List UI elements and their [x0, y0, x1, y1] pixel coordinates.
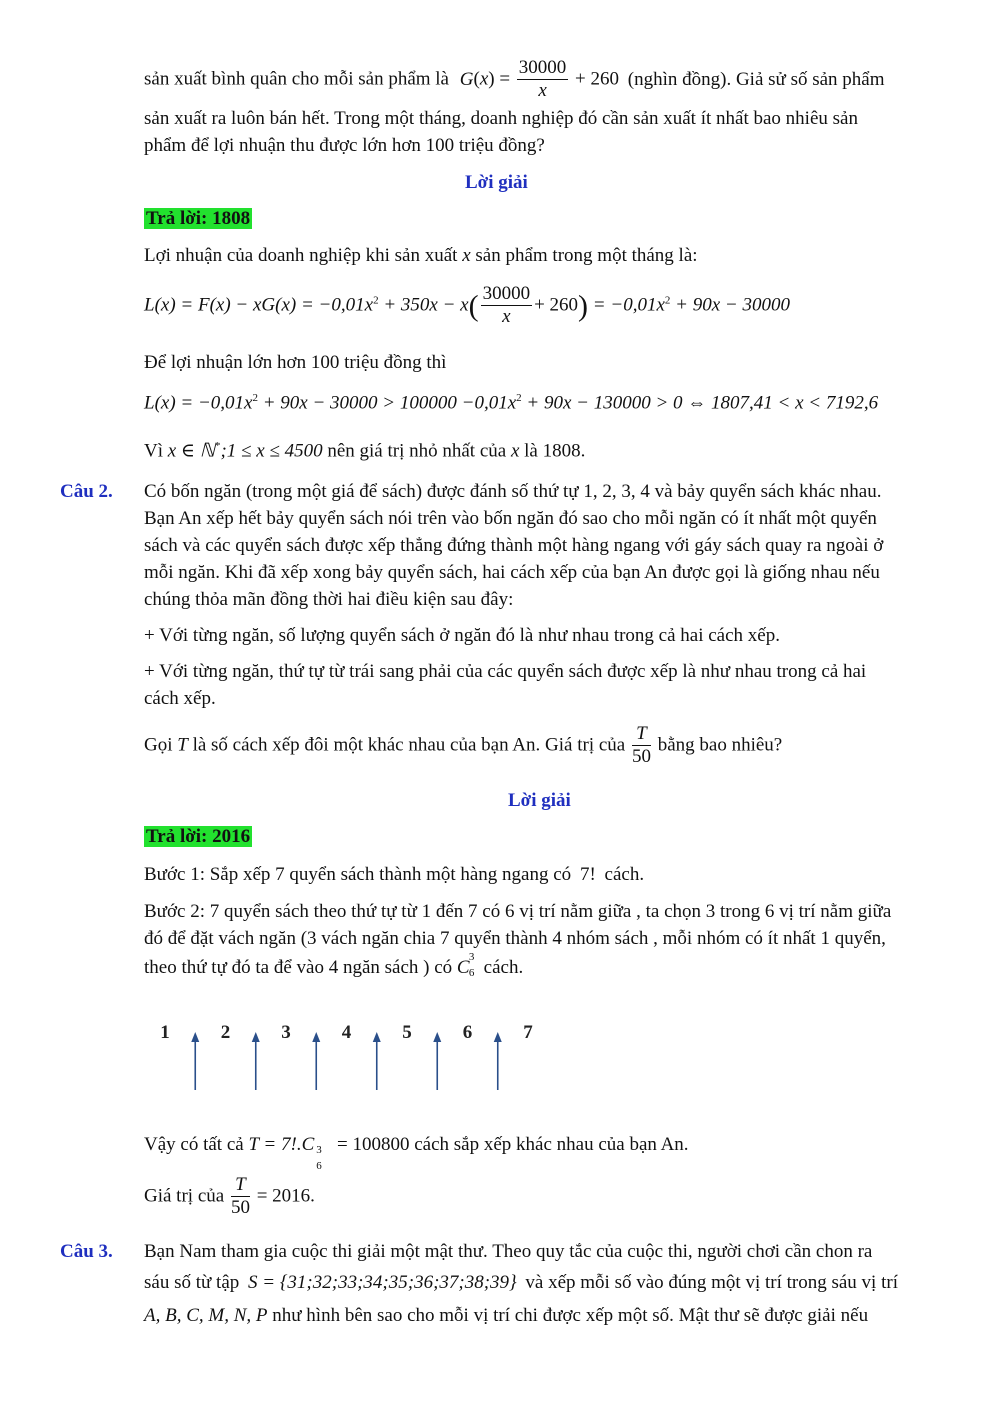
question-3-label: Câu 3.: [60, 1241, 113, 1262]
book-number: 1: [160, 1022, 170, 1043]
intro-line-2: sản xuất ra luôn bán hết. Trong một tháng, doanh nghiệp đó cần sản xuất ít nhất bao nhiêu sản: [144, 108, 858, 129]
q2-condition-1: + Với từng ngăn, số lượng quyển sách ở ngăn đó là như nhau trong cả hai cách xếp.: [144, 625, 780, 646]
g-fraction: $\frac{30000}{x}$: [518, 57, 567, 101]
answer-badge-2: Trả lời: 2016: [146, 826, 251, 847]
sol2-step-1: Bước 1: Sắp xếp 7 quyển sách thành một hàng ngang có 7! cách.: [144, 864, 645, 885]
sol1-para-1: Lợi nhuận của doanh nghiệp khi sản xuất x sản phẩm trong một tháng là:: [144, 245, 698, 266]
sol1-equation-1: $L(x) = F(x) - xG(x) = -0,01x^2 + 350x - x$( $\frac{30000}{x}$ + $260) = -0,01x^2 + 90x - 30000$: [144, 283, 790, 327]
sol1-equation-2: $L(x) = -0,01x^2 + 90x - 30000 > 100000 -0,01x^2 + 90x - 130000 > 0$ ⇔ 1807,41 < x < 7192,6: [144, 392, 879, 414]
divider-arrow-head: [494, 1032, 502, 1042]
solution-heading-1: Lời giải: [465, 172, 528, 193]
answer-badge-1: Trả lời: 1808: [146, 208, 251, 229]
sol2-step-2a: Bước 2: 7 quyển sách theo thứ tự từ 1 đến 7 có 6 vị trí nằm giữa , ta chọn 3 trong 6 vị trí nằm giữa: [144, 901, 892, 922]
q2-line-1: Có bốn ngăn (trong một giá để sách) được đánh số thứ tự 1, 2, 3, 4 và bảy quyển sách khác nhau.: [144, 481, 882, 502]
divider-arrow-head: [373, 1032, 381, 1042]
sol1-para-3: Vì x ∈ ℕ*;1 ≤ x ≤ 4500 nên giá trị nhỏ nhất của x là 1808.: [144, 440, 586, 462]
sol2-result-2: Giá trị của $\frac{T}{50}$ = 2016.: [144, 1174, 315, 1218]
q3-line-3: A, B, C, M, N, P như hình bên sao cho mỗi vị trí chi được xếp một số. Mật thư sẽ được giải nếu: [144, 1305, 869, 1326]
q2-line-5: chúng thỏa mãn đồng thời hai điều kiện sau đây:: [144, 589, 514, 610]
sol2-step-2c: theo thứ tự đó ta để vào 4 ngăn sách ) có C 3 6 cách.: [144, 951, 524, 979]
q2-condition-2a: + Với từng ngăn, thứ tự từ trái sang phải của các quyển sách được xếp là như nhau trong cả hai: [144, 661, 867, 682]
sol2-step-2b: đó để đặt vách ngăn (3 vách ngăn chia 7 quyển thành 4 nhóm sách , mỗi nhóm có ít nhất 1 quyển,: [144, 928, 886, 949]
intro-line-1: sản xuất bình quân cho mỗi sản phẩm là G(x) = $\frac{30000}{x}$ + 260 (nghìn đồng). Giả sử số sản phẩm: [144, 57, 885, 101]
q2-line-3: sách và các quyển sách được xếp thẳng đứng thành một hàng ngang với gáy sách quay ra ngoài ở: [144, 535, 884, 556]
q2-question: Gọi T là số cách xếp đôi một khác nhau của bạn An. Giá trị của $\frac{T}{50}$ bằng bao nhiêu?: [144, 723, 783, 767]
book-number: 3: [281, 1022, 291, 1043]
books-divider-figure: [140, 1010, 560, 1100]
divider-arrow-head: [191, 1032, 199, 1042]
sol2-result-1: Vậy có tất cả T = 7!.C 3 6 = 100800 cách sắp xếp khác nhau của bạn An.: [144, 1134, 689, 1172]
divider-arrow-head: [252, 1032, 260, 1042]
q2-line-4: mỗi ngăn. Khi đã xếp xong bảy quyển sách, hai cách xếp của bạn An được gọi là giống nhau nếu: [144, 562, 880, 583]
intro-line-3: phẩm để lợi nhuận thu được lớn hơn 100 triệu đồng?: [144, 135, 545, 156]
divider-arrow-head: [433, 1032, 441, 1042]
q2-line-2: Bạn An xếp hết bảy quyển sách nói trên vào bốn ngăn đó sao cho mỗi ngăn có ít nhất một quyển: [144, 508, 877, 529]
book-number: 7: [523, 1022, 533, 1043]
q2-condition-2b: cách xếp.: [144, 688, 216, 709]
book-number: 6: [462, 1022, 473, 1043]
book-number: 4: [341, 1022, 352, 1043]
divider-arrow-head: [312, 1032, 320, 1042]
question-2-label: Câu 2.: [60, 481, 113, 502]
q3-line-1: Bạn Nam tham gia cuộc thi giải một mật thư. Theo quy tắc của cuộc thi, người chơi cần chon ra: [144, 1241, 873, 1262]
solution-heading-2: Lời giải: [508, 790, 571, 811]
sol1-para-2: Để lợi nhuận lớn hơn 100 triệu đồng thì: [144, 352, 447, 373]
book-number: 2: [220, 1022, 231, 1043]
book-number: 5: [402, 1022, 412, 1043]
q3-line-2: sáu số từ tập S = {31;32;33;34;35;36;37;38;39} và xếp mỗi số vào đúng một vị trí trong sáu vị trí: [144, 1272, 898, 1293]
